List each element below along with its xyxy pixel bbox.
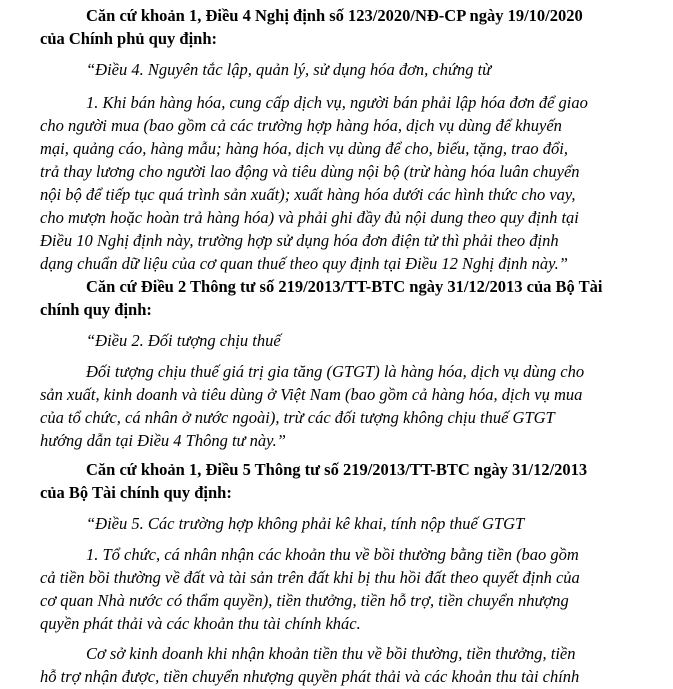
text-line: nội bộ để tiếp tục quá trình sản xuất); xuất hàng hóa dưới các hình thức cho vay, (40, 185, 576, 204)
text-line: mại, quảng cáo, hàng mẫu; hàng hóa, dịch vụ dùng để cho, biếu, tặng, trao đổi, (40, 139, 568, 158)
text-line: của Chính phủ quy định: (40, 29, 218, 48)
text-line: Đối tượng chịu thuế giá trị gia tăng (GTGT) là hàng hóa, dịch vụ dùng cho (86, 362, 585, 381)
text-line: Cơ sở kinh doanh khi nhận khoản tiền thu về bồi thường, tiền thưởng, tiền (86, 644, 576, 663)
text-line: cơ quan Nhà nước có thẩm quyền), tiền thưởng, tiền hỗ trợ, tiền chuyển nhượng (40, 591, 569, 610)
text-line: quyền phát thải và các khoản thu tài chính khác. (40, 614, 361, 633)
text-line: cả tiền bồi thường về đất và tài sản trên đất khi bị thu hồi đất theo quyết định của (40, 568, 580, 587)
text-line: trả thay lương cho người lao động và tiêu dùng nội bộ (trừ hàng hóa luân chuyển (40, 162, 580, 181)
text-line: Căn cứ khoản 1, Điều 5 Thông tư số 219/2013/TT-BTC ngày 31/12/2013 (86, 460, 588, 479)
text-line: của Bộ Tài chính quy định: (40, 483, 232, 502)
text-line: chính quy định: (40, 300, 152, 319)
text-line: “Điều 4. Nguyên tắc lập, quản lý, sử dụng hóa đơn, chứng từ (86, 60, 492, 79)
text-line: 1. Tổ chức, cá nhân nhận các khoản thu về bồi thường bằng tiền (bao gồm (86, 545, 579, 564)
text-line: Điều 10 Nghị định này, trường hợp sử dụng hóa đơn điện tử thì phải theo định (40, 231, 559, 250)
text-line: hướng dẫn tại Điều 4 Thông tư này.” (40, 431, 286, 450)
text-line: của tổ chức, cá nhân ở nước ngoài), trừ các đối tượng không chịu thuế GTGT (40, 408, 555, 427)
text-line: sản xuất, kinh doanh và tiêu dùng ở Việt Nam (bao gồm cả hàng hóa, dịch vụ mua (40, 385, 583, 404)
text-line: hỗ trợ nhận được, tiền chuyển nhượng quyền phát thải và các khoản thu tài chính (40, 667, 580, 686)
text-line: cho mượn hoặc hoàn trả hàng hóa) và phải ghi đầy đủ nội dung theo quy định tại (40, 208, 579, 227)
text-line: Căn cứ khoản 1, Điều 4 Nghị định số 123/2020/NĐ-CP ngày 19/10/2020 (86, 6, 583, 25)
text-line: “Điều 5. Các trường hợp không phải kê khai, tính nộp thuế GTGT (86, 514, 525, 533)
text-line: cho người mua (bao gồm cả các trường hợp hàng hóa, dịch vụ dùng để khuyến (40, 116, 562, 135)
text-line: dạng chuẩn dữ liệu của cơ quan thuế theo quy định tại Điều 12 Nghị định này.” (40, 254, 568, 273)
text-line: “Điều 2. Đối tượng chịu thuế (86, 331, 281, 350)
text-line: 1. Khi bán hàng hóa, cung cấp dịch vụ, người bán phải lập hóa đơn để giao (86, 93, 588, 112)
text-line: Căn cứ Điều 2 Thông tư số 219/2013/TT-BTC ngày 31/12/2013 của Bộ Tài (86, 277, 603, 296)
